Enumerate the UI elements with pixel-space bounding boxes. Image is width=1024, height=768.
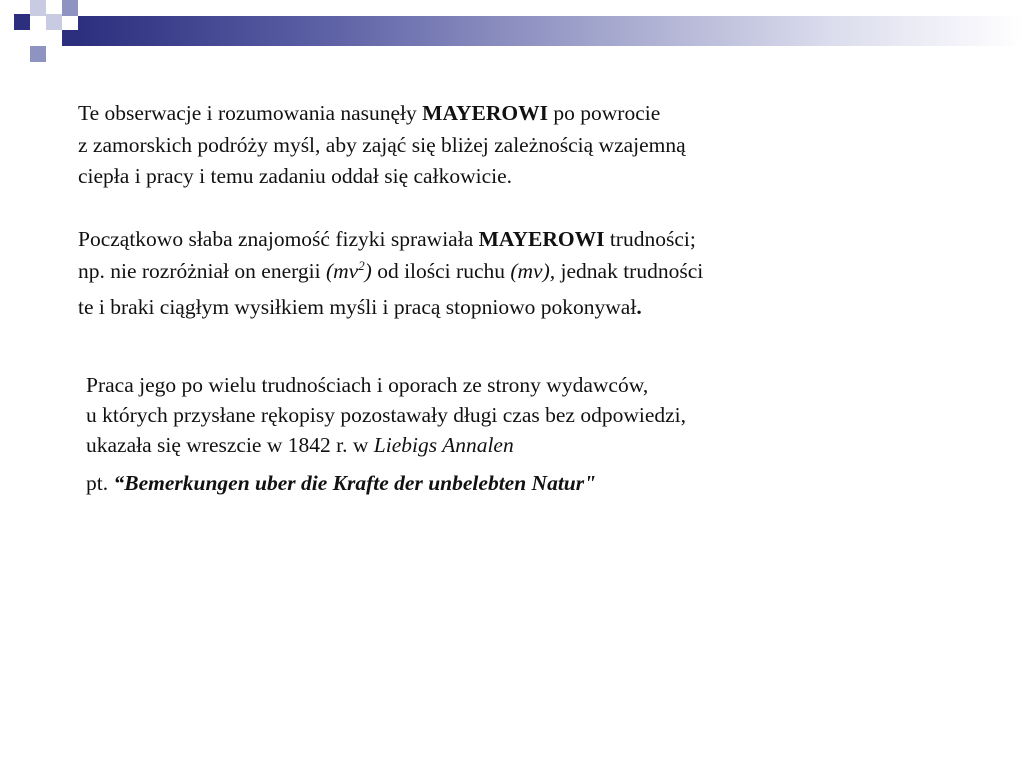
text-segment: np. nie rozróżniał on energii xyxy=(78,258,326,283)
text-segment: ukazała się wreszcie w 1842 r. w xyxy=(86,433,374,457)
decor-square-5 xyxy=(62,30,78,46)
paragraph-1-line-2: z zamorskich podróży myśl, aby zająć się bliżej zależnością wzajemną xyxy=(78,132,686,157)
name-emphasis: MAYEROWI xyxy=(422,101,549,125)
paragraph-1-line-1 xyxy=(78,98,686,130)
decor-square-6 xyxy=(30,46,46,62)
paragraph-1 xyxy=(78,98,686,193)
paragraph-3-line-2: u których przysłane rękopisy pozostawały długi czas bez odpowiedzi, xyxy=(86,403,687,427)
text-segment: jednak trudności xyxy=(555,258,704,283)
decor-square-4 xyxy=(62,0,78,16)
paragraph-2-line-3 xyxy=(78,292,703,324)
text-segment: Początkowo słaba znajomość fizyki sprawiała xyxy=(78,227,479,251)
text-segment: po powrocie xyxy=(548,101,661,125)
publication-title: “Bemerkungen uber die Krafte der unbelebten Natur" xyxy=(113,471,597,495)
paragraph-3-line-1: Praca jego po wielu trudnościach i oporach ze strony wydawców, xyxy=(86,373,649,397)
decor-square-3 xyxy=(46,14,62,30)
momentum-formula: (mv), xyxy=(510,258,556,283)
paragraph-1-line-3: ciepła i pracy i temu zadaniu oddał się całkowicie. xyxy=(78,164,512,188)
text-segment: od ilości ruchu xyxy=(371,258,511,283)
paragraph-3-line-3 xyxy=(86,430,686,460)
paragraph-3-line-4 xyxy=(86,468,686,498)
paragraph-3 xyxy=(86,370,686,498)
text-segment: trudności; xyxy=(604,227,696,251)
text-segment: pt. xyxy=(86,471,114,495)
decor-square-2 xyxy=(30,0,46,16)
formula-text: (mv xyxy=(325,258,359,283)
name-emphasis: MAYEROWI xyxy=(478,227,605,251)
journal-title: Liebigs Annalen xyxy=(373,433,514,457)
formula-text: ) xyxy=(364,258,372,283)
energy-formula xyxy=(326,259,372,283)
header-gradient-bar xyxy=(78,16,1024,46)
text-segment: te i braki ciągłym wysiłkiem myśli i pracą stopniowo pokonywał xyxy=(78,295,637,319)
paragraph-2-line-1 xyxy=(78,224,703,256)
decor-square-1 xyxy=(14,14,30,30)
paragraph-2-line-2 xyxy=(78,256,703,288)
text-period: . xyxy=(636,295,642,319)
paragraph-2 xyxy=(78,224,703,324)
text-segment: Te obserwacje i rozumowania nasunęły xyxy=(78,101,423,125)
formula-exponent: 2 xyxy=(358,258,365,273)
